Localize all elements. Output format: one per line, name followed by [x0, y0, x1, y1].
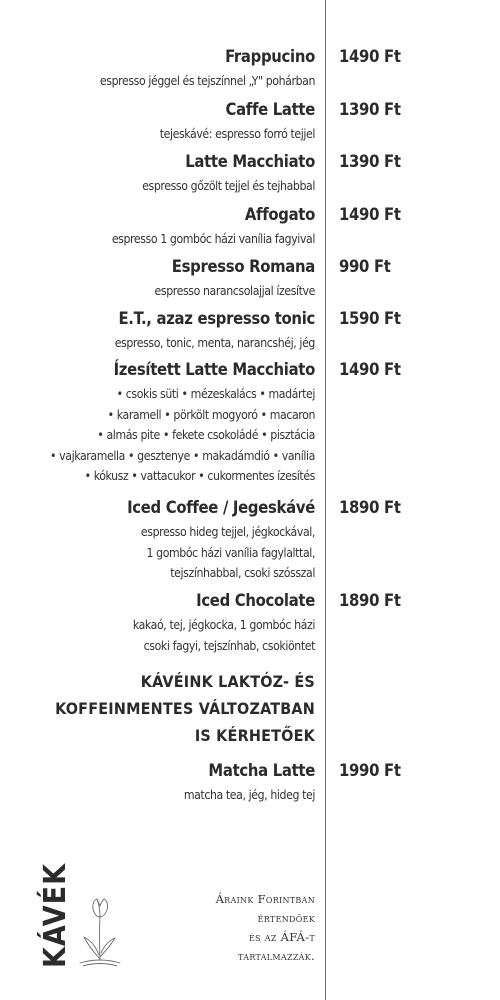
item-name: Ízesített Latte Macchiato: [113, 360, 315, 379]
notice-line: IS KÉRHETŐEK: [194, 726, 315, 745]
item-name: Caffe Latte: [225, 100, 315, 119]
item-description: [160, 124, 315, 145]
price-note-line: tartalmazzák.: [238, 949, 315, 963]
item-price: 1890 Ft: [339, 591, 401, 610]
description-line: • csokis süti • mézeskalács • madártej: [116, 387, 315, 401]
item-description: [133, 615, 315, 656]
notice-line: KOFFEINMENTES VÁLTOZATBAN: [55, 699, 315, 718]
price-note: [216, 890, 315, 966]
section-title: KÁVÉK: [38, 862, 73, 968]
description-line: • almás pite • fekete csokoládé • pisztácia: [97, 428, 315, 442]
item-name: Frappucino: [225, 47, 315, 66]
lactose-free-notice: [55, 668, 315, 749]
tulip-icon: [78, 897, 122, 967]
item-description: [112, 229, 315, 250]
item-price: 1490 Ft: [339, 205, 401, 224]
description-line: • kókusz • vattacukor • cukormentes ízesítés: [84, 469, 315, 483]
item-description: [155, 281, 315, 302]
description-line: espresso jéggel és tejszínnel „Y" pohárban: [99, 74, 315, 88]
item-name: Latte Macchiato: [185, 152, 315, 171]
item-description: [100, 71, 315, 92]
item-price: 1890 Ft: [339, 498, 401, 517]
item-price: 1490 Ft: [339, 47, 401, 66]
item-price: 1390 Ft: [339, 152, 401, 171]
item-description: [142, 176, 315, 197]
description-line: espresso narancsolajjal ízesítve: [154, 284, 315, 298]
item-price: 1490 Ft: [339, 360, 401, 379]
description-line: espresso, tonic, menta, narancshéj, jég: [114, 336, 315, 350]
item-name: Espresso Romana: [171, 257, 315, 276]
item-name: Affogato: [244, 205, 315, 224]
price-note-line: Áraink Forintban: [215, 892, 315, 906]
item-price: 1990 Ft: [339, 761, 401, 780]
description-line: 1 gombóc házi vanília fagylalttal,: [146, 545, 315, 560]
item-price: 1590 Ft: [339, 309, 401, 328]
description-line: espresso 1 gombóc házi vanília fagyival: [111, 232, 315, 246]
description-line: kakaó, tej, jégkocka, 1 gombóc házi: [132, 618, 315, 632]
item-description: [184, 785, 315, 806]
item-price: 1390 Ft: [339, 100, 401, 119]
description-line: • karamell • pörkölt mogyoró • macaron: [107, 407, 315, 422]
description-line: espresso hideg tejjel, jégkockával,: [140, 525, 315, 539]
description-line: matcha tea, jég, hideg tej: [183, 788, 315, 802]
item-name: Iced Coffee / Jegeskávé: [127, 498, 315, 517]
item-name: E.T., azaz espresso tonic: [118, 309, 315, 328]
description-line: tejeskávé: espresso forró tejjel: [159, 127, 315, 141]
description-line: espresso gőzölt tejjel és tejhabbal: [142, 179, 315, 193]
item-price: 990 Ft: [339, 257, 391, 276]
price-note-line: értendőek: [257, 911, 315, 925]
notice-line: KÁVÉINK LAKTÓZ- ÉS: [140, 672, 315, 691]
item-name: Iced Chocolate: [196, 591, 315, 610]
item-description: [115, 333, 315, 354]
column-divider: [325, 0, 326, 1000]
price-note-line: és az ÁFÁ-t: [248, 930, 315, 944]
item-description: [50, 384, 315, 487]
description-line: tejszínhabbal, csoki szósszal: [170, 566, 315, 580]
description-line: csoki fagyi, tejszínhab, csokiöntet: [143, 638, 315, 653]
item-description: [141, 522, 315, 584]
item-name: Matcha Latte: [208, 761, 315, 780]
description-line: • vajkaramella • gesztenye • makadámdió • vanília: [50, 448, 315, 463]
